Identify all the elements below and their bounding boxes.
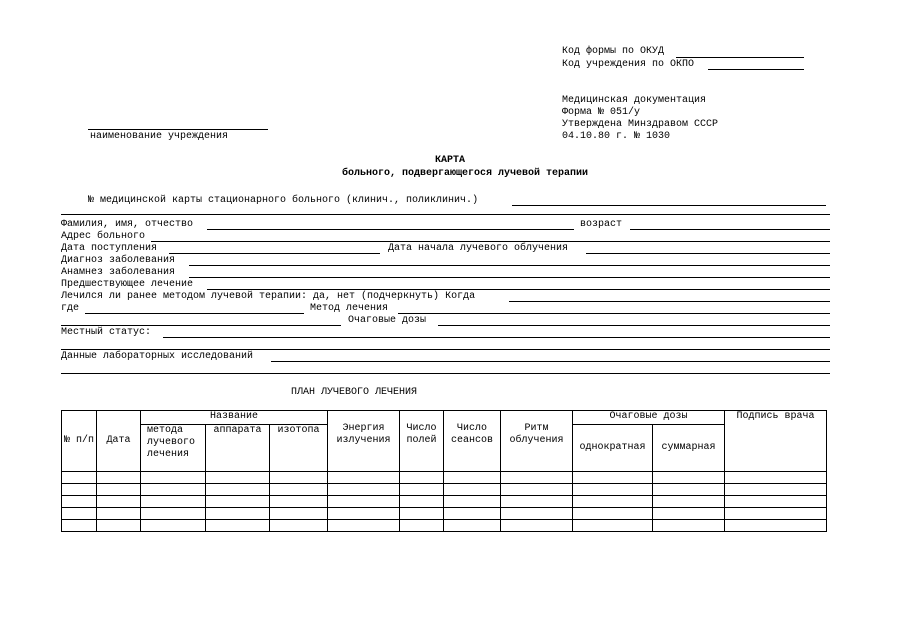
table-row (62, 472, 827, 484)
full-name-label: Фамилия, имя, отчество (61, 219, 194, 230)
table-row (62, 508, 827, 520)
card-number-label: № медицинской карты стационарного больного (клинич., поликлинич.) (88, 195, 479, 206)
col-number-header: № п/п (62, 411, 97, 472)
plan-table (61, 410, 827, 532)
radiation-start-input[interactable] (586, 253, 830, 254)
table-row (62, 484, 827, 496)
prior-radiation-label: Лечился ли ранее методом лучевой терапии: да, нет (подчеркнуть) Когда (61, 291, 476, 302)
local-status-input[interactable] (163, 337, 830, 338)
focal-doses-label: Очаговые дозы (348, 315, 427, 326)
local-status-label: Местный статус: (61, 327, 152, 338)
institution-caption: наименование учреждения (90, 131, 229, 142)
focal-doses-input[interactable] (438, 325, 830, 326)
admission-date-input[interactable] (169, 253, 380, 254)
col-single-header: однократная (573, 425, 653, 472)
okud-input-line[interactable] (676, 57, 804, 58)
meta-line-1: Медицинская документация (562, 95, 707, 106)
age-input[interactable] (630, 229, 830, 230)
col-method-header: метода лучевого лечения (141, 425, 206, 472)
col-total-header: суммарная (653, 425, 725, 472)
age-label: возраст (580, 219, 623, 230)
treatment-method-label: Метод лечения (310, 303, 389, 314)
institution-input-line[interactable] (88, 129, 268, 130)
card-number-input[interactable] (512, 205, 826, 206)
where-label: где (61, 303, 80, 314)
where-input[interactable] (85, 313, 304, 314)
prior-radiation-when-input[interactable] (509, 301, 830, 302)
prior-treatment-input[interactable] (207, 289, 830, 290)
address-input[interactable] (151, 241, 830, 242)
radiation-start-label: Дата начала лучевого облучения (388, 243, 569, 254)
address-label: Адрес больного (61, 231, 146, 242)
col-fields-header: Число полей (400, 411, 444, 472)
plan-title: ПЛАН ЛУЧЕВОГО ЛЕЧЕНИЯ (291, 387, 418, 398)
col-rhythm-header: Ритм облучения (501, 411, 573, 472)
meta-line-3: Утверждена Минздравом СССР (562, 119, 719, 130)
form-subtitle: больного, подвергающегося лучевой терапии (341, 168, 589, 179)
admission-date-label: Дата поступления (61, 243, 158, 254)
col-apparatus-header: аппарата (206, 425, 270, 472)
okpo-label: Код учреждения по ОКПО (562, 59, 695, 70)
col-sessions-header: Число сеансов (444, 411, 501, 472)
meta-line-4: 04.10.80 г. № 1030 (562, 131, 671, 142)
col-signature-header: Подпись врача (725, 411, 827, 472)
focal-doses-pre-input[interactable] (61, 325, 341, 326)
separator-line (61, 214, 830, 215)
col-name-header: Название (141, 411, 328, 425)
okud-label: Код формы по ОКУД (562, 46, 665, 57)
lab-data-label: Данные лабораторных исследований (61, 351, 254, 362)
lab-data-input-2[interactable] (61, 373, 830, 374)
form-title: КАРТА (434, 155, 465, 166)
table-row (62, 496, 827, 508)
col-focal-header: Очаговые дозы (573, 411, 725, 425)
col-date-header: Дата (97, 411, 141, 472)
meta-line-2: Форма № 051/у (562, 107, 641, 118)
anamnesis-label: Анамнез заболевания (61, 267, 176, 278)
lab-data-input[interactable] (271, 361, 830, 362)
diagnosis-label: Диагноз заболевания (61, 255, 176, 266)
table-row (62, 520, 827, 532)
diagnosis-input[interactable] (189, 265, 830, 266)
col-energy-header: Энергия излучения (328, 411, 400, 472)
prior-treatment-label: Предшествующее лечение (61, 279, 194, 290)
treatment-method-input[interactable] (398, 313, 830, 314)
anamnesis-input[interactable] (189, 277, 830, 278)
local-status-input-2[interactable] (61, 349, 830, 350)
okpo-input-line[interactable] (708, 69, 804, 70)
full-name-input[interactable] (207, 229, 574, 230)
col-isotope-header: изотопа (270, 425, 328, 472)
